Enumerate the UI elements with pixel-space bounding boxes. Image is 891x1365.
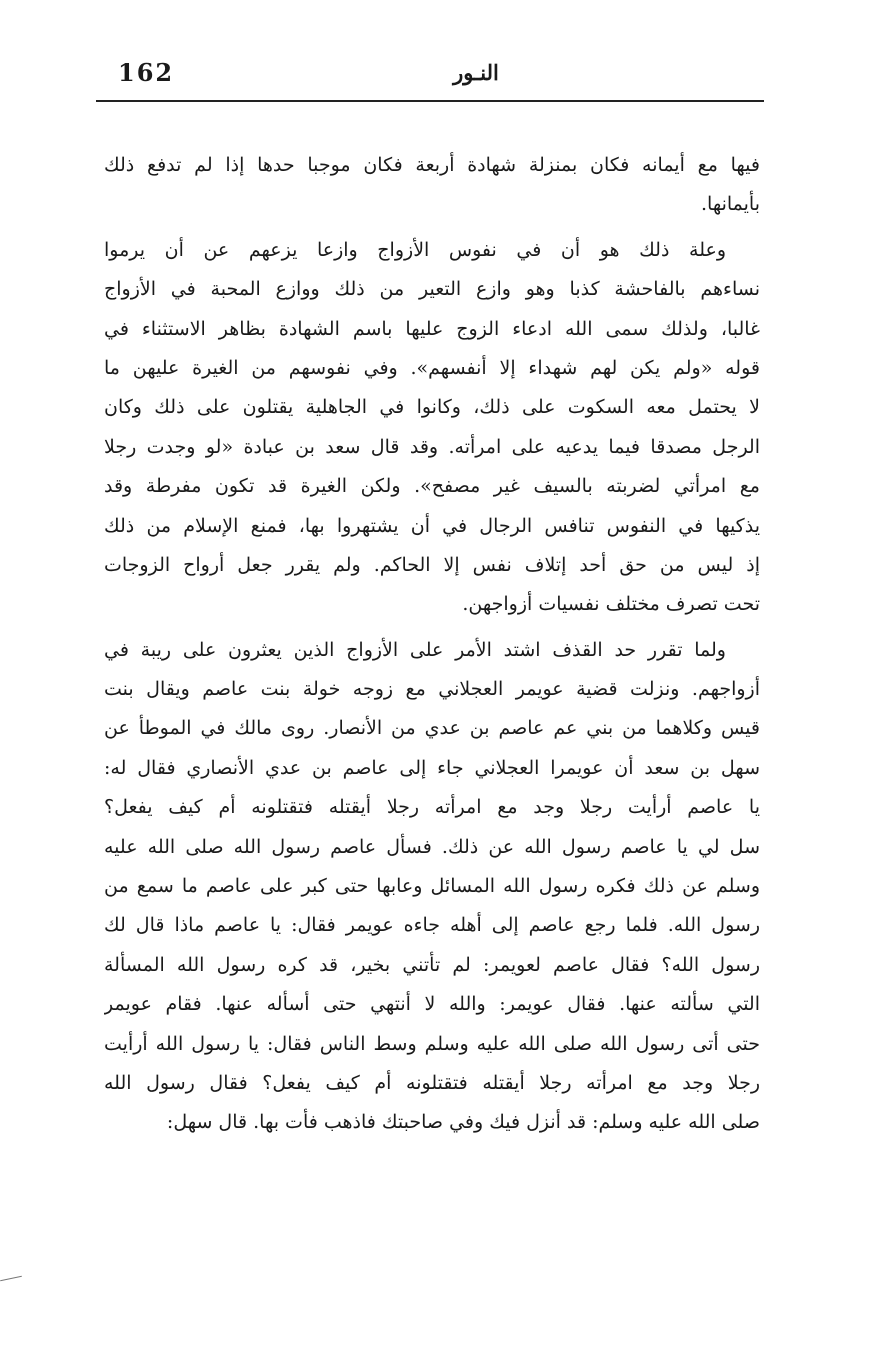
text-line: سهل بن سعد أن عويمرا العجلاني جاء إلى عاصم بن عدي الأنصاري فقال له: [104,756,760,779]
margin-mark [0,1276,22,1282]
text-line: رجلا وجد مع امرأته رجلا أيقتله فتقتلونه أم كيف يفعل؟ فقال رسول الله [104,1071,760,1094]
page-number: 162 [118,58,175,87]
text-line: قيس وكلاهما من بني عم عاصم بن عدي من الأنصار. روى مالك في الموطأ عن [104,717,760,740]
text-line: نساءهم بالفاحشة كذبا وهو وازع التعير من ذلك ووازع المحبة في الأزواج [104,278,760,301]
paragraph [104,631,760,1143]
text-line: الرجل مصدقا فيما يدعيه على امرأته. وقد قال سعد بن عبادة «لو وجدت رجلا [104,435,760,458]
text-line: سل لي يا عاصم رسول الله عن ذلك. فسأل عاصم رسول الله صلى الله عليه [104,835,760,858]
text-line: يا عاصم أرأيت رجلا وجد مع امرأته رجلا أيقتله فتقتلونه أم كيف يفعل؟ [104,796,760,819]
text-line: يذكيها في النفوس تنافس الرجال في أن يشتهروا بها، فمنع الإسلام من ذلك [104,514,760,537]
text-line: مع امرأتي لضربته بالسيف غير مصفح». ولكن الغيرة قد تكون مفرطة وقد [104,475,760,498]
text-line: رسول الله؟ فقال عاصم لعويمر: لم تأتني بخير، قد كره رسول الله المسألة [104,953,760,976]
paragraph [104,146,760,225]
body-text [104,146,760,1143]
text-line: صلى الله عليه وسلم: قد أنزل فيك وفي صاحبتك فاذهب فأت بها. قال سهل: [166,1111,760,1134]
text-line: رسول الله. فلما رجع عاصم إلى أهله جاءه عويمر فقال: يا عاصم ماذا قال لك [104,914,760,937]
text-line: ولما تقرر حد القذف اشتد الأمر على الأزواج الذين يعثرون على ريبة في [104,638,726,661]
text-line: لا يحتمل معه السكوت على ذلك، وكانوا في الجاهلية يقتلون على ذلك وكان [104,396,760,419]
text-line: فيها مع أيمانه فكان بمنزلة شهادة أربعة فكان موجبا حدها إذا لم تدفع ذلك [104,154,760,176]
text-line: وسلم عن ذلك فكره رسول الله المسائل وعابها حتى كبر على عاصم ما سمع من [104,875,760,898]
header-rule [96,100,764,102]
text-line: إذ ليس من حق أحد إتلاف نفس إلا الحاكم. ولم يقرر جعل أرواح الزوجات [104,553,760,576]
text-line: حتى أتى رسول الله صلى الله عليه وسلم وسط الناس فقال: يا رسول الله أرأيت [104,1032,760,1055]
running-title: النـور [453,60,499,85]
text-line: أزواجهم. ونزلت قضية عويمر العجلاني مع زوجه خولة بنت عاصم ويقال بنت [104,678,760,701]
text-line: بأيمانها. [700,193,760,216]
paragraph [104,231,760,625]
text-line: قوله «ولم يكن لهم شهداء إلا أنفسهم». وفي نفوسهم من الغيرة عليهن ما [104,356,760,379]
text-line: غالبا، ولذلك سمى الله ادعاء الزوج عليها باسم الشهادة بظاهر الاستثناء في [104,317,760,340]
text-line: وعلة ذلك هو أن في نفوس الأزواج وازعا يزعهم عن أن يرموا [104,238,726,261]
text-line: التي سألته عنها. فقال عويمر: والله لا أنتهي حتى أسأله عنها. فقام عويمر [104,993,760,1016]
page-header [96,58,764,98]
text-line: تحت تصرف مختلف نفسيات أزواجهن. [462,593,760,616]
